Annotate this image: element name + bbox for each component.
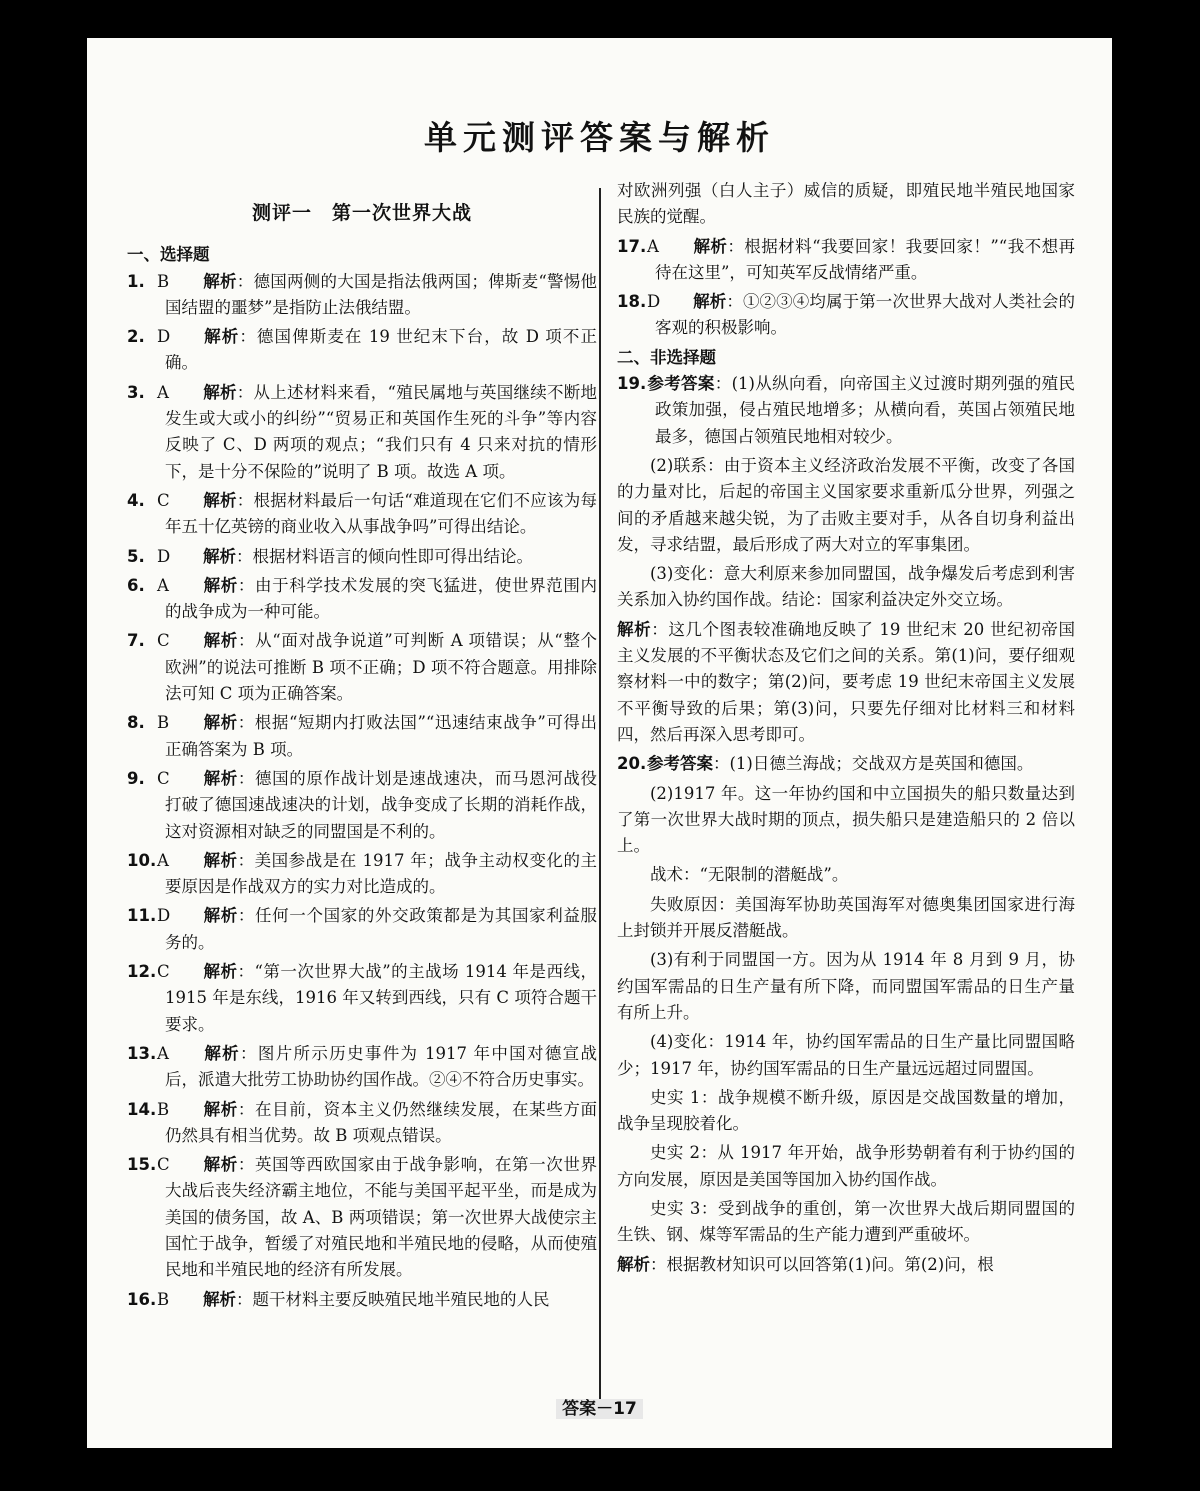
answer-page (87, 38, 1112, 1448)
answer-item: 12.C 解析：“第一次世界大战”的主战场 1914 年是西线，1915 年是东线，1916 年又转到西线，只有 C 项符合题干要求。 (127, 959, 597, 1038)
question-number: 9. (127, 768, 145, 788)
page-title: 单元测评答案与解析 (424, 118, 775, 157)
answer-choice: C (157, 768, 170, 788)
answer-choice: D (157, 327, 171, 347)
q19-part2: (2)联系：由于资本主义经济政治发展不平衡，改变了各国的力量对比，后起的帝国主义国家要求重新瓜分世界，列强之间的矛盾越来越尖锐，为了击败主要对手，从各自切身利益出发，寻求结盟，最后形成了两大对立的军事集团。 (617, 455, 1075, 554)
answer-item: 16.B 解析：题干材料主要反映殖民地半殖民地的人民 (127, 1287, 597, 1313)
q19-part1: (1)从纵向看，向帝国主义过渡时期列强的殖民政策加强，侵占殖民地增多；从横向看，英国占领殖民地最多，德国占领殖民地相对较少。 (655, 374, 1076, 446)
analysis-label: 解析 (693, 236, 728, 256)
q20-paragraph: (3)有利于同盟国一方。因为从 1914 年 8 月到 9 月，协约国军需品的日生产量有所下降，而同盟国军需品的日生产量有所上升。 (617, 950, 1075, 1022)
question-number: 4. (127, 490, 145, 510)
question-number: 5. (127, 546, 145, 566)
q19-analysis-text: 这几个图表较准确地反映了 19 世纪末 20 世纪初帝国主义发展的不平衡状态及它们之间的关系。第(1)问，要仔细观察材料一中的数字；第(2)问，要考虑 19 世纪末帝国主义发展不平衡导致的后果；第(3)问，只要先仔细对比材料三和材料四，然后再深入思考即可。 (617, 619, 1076, 744)
q16-continuation: 对欧洲列强（白人主子）威信的质疑，即殖民地半殖民地国家民族的觉醒。 (617, 181, 1075, 227)
q20-paragraph: (4)变化：1914 年，协约国军需品的日生产量比同盟国略少；1917 年，协约国军需品的日生产量远远超过同盟国。 (617, 1032, 1075, 1078)
question-number: 16. (127, 1289, 157, 1309)
analysis-text: 根据材料语言的倾向性即可得出结论。 (252, 546, 533, 566)
answer-item: 13.A 解析：图片所示历史事件为 1917 年中国对德宣战后，派遣大批劳工协助协约国作战。②④不符合历史事实。 (127, 1041, 597, 1094)
page-number (87, 1394, 1112, 1419)
answer-choice: A (157, 382, 169, 402)
question-number: 20. (617, 754, 647, 774)
analysis-label: 解析 (203, 713, 238, 733)
q20-part1: (1)日德兰海战；交战双方是英国和德国。 (729, 754, 1034, 774)
analysis-text: 美国参战是在 1917 年；战争主动权变化的主要原因是作战双方的实力对比造成的。 (165, 850, 598, 897)
answer-item: 11.D 解析：任何一个国家的外交政策都是为其国家利益服务的。 (127, 903, 597, 956)
analysis-text: 根据“短期内打败法国”“迅速结束战争”可得出正确答案为 B 项。 (165, 713, 597, 759)
q20-answer: 20.参考答案：(1)日德兰海战；交战双方是英国和德国。 (617, 751, 1075, 777)
answer-choice: A (157, 1043, 169, 1063)
answer-item: 15.C 解析：英国等西欧国家由于战争影响，在第一次世界大战后丧失经济霸主地位，不能与美国平起平坐，而是成为美国的债务国，故 A、B 两项错误；第一次世界大战使宗主国忙于战争，暂缓了对殖民地和半殖民地的侵略，从而使殖民地和半殖民地的经济有所发展。 (127, 1152, 597, 1283)
answer-item: 4. C 解析：根据材料最后一句话“难道现在它们不应该为每年五十亿英镑的商业收入从事战争吗”可得出结论。 (127, 488, 597, 541)
answer-item: 8. B 解析：根据“短期内打败法国”“迅速结束战争”可得出正确答案为 B 项。 (127, 710, 597, 763)
question-number: 17. (617, 236, 647, 256)
answer-item: 17.A 解析：根据材料“我要回家！我要回家！”“我不想再待在这里”，可知英军反战情绪严重。 (617, 234, 1075, 287)
analysis-label: 解析 (203, 850, 238, 870)
analysis-label: 解析 (203, 1099, 238, 1119)
answer-item: 1. B 解析：德国两侧的大国是指法俄两国；俾斯麦“警惕他国结盟的噩梦”是指防止法俄结盟。 (127, 269, 597, 322)
question-number: 2. (127, 327, 145, 347)
answer-choice: D (157, 906, 171, 926)
reference-label: 参考答案 (647, 374, 715, 394)
question-number: 11. (127, 906, 157, 926)
analysis-label: 解析 (203, 490, 237, 510)
question-number: 6. (127, 575, 145, 595)
analysis-label: 解析 (203, 1043, 241, 1063)
answer-item: 14.B 解析：在目前，资本主义仍然继续发展，在某些方面仍然具有相当优势。故 B 项观点错误。 (127, 1097, 597, 1150)
analysis-label: 解析 (203, 546, 236, 566)
q20-analysis: 解析：根据教材知识可以回答第(1)问。第(2)问，根 (617, 1254, 994, 1274)
answer-choice: C (157, 490, 170, 510)
question-number: 8. (127, 713, 145, 733)
answer-choice: C (157, 631, 170, 651)
question-number: 14. (127, 1099, 157, 1119)
choice-heading: 一、选择题 (127, 245, 210, 265)
answer-choice: C (157, 1155, 170, 1175)
answer-item: 7. C 解析：从“面对战争说道”可判断 A 项错误；从“整个欧洲”的说法可推断 B 项不正确；D 项不符合题意。用排除法可知 C 项为正确答案。 (127, 628, 597, 707)
analysis-label: 解析 (203, 1155, 238, 1175)
analysis-text: 德国俾斯麦在 19 世纪末下台，故 D 项不正确。 (165, 327, 598, 373)
analysis-label: 解析 (203, 271, 237, 291)
question-number: 19. (617, 374, 647, 394)
analysis-label: 解析 (693, 292, 727, 312)
analysis-text: 从“面对战争说道”可判断 A 项错误；从“整个欧洲”的说法可推断 B 项不正确；D 项不符合题意。用排除法可知 C 项为正确答案。 (165, 631, 598, 704)
answer-item: 3. A 解析：从上述材料来看，“殖民属地与英国继续不断地发生或大或小的纠纷”“贸易正和英国作生死的斗争”等内容反映了 C、D 两项的观点；“我们只有 4 只来对抗的情形下，是十分不保险的”说明了 B 项。故选 A 项。 (127, 380, 597, 485)
q19-part3: (3)变化：意大利原来参加同盟国，战争爆发后考虑到利害关系加入协约国作战。结论：国家利益决定外交立场。 (617, 564, 1075, 610)
right-column (617, 178, 1075, 1281)
analysis-text: 图片所示历史事件为 1917 年中国对德宣战后，派遣大批劳工协助协约国作战。②④不符合历史事实。 (165, 1043, 598, 1090)
answer-choice: C (157, 962, 170, 982)
analysis-text: 德国的原作战计划是速战速决，而马恩河战役打破了德国速战速决的计划，战争变成了长期的消耗作战，这对资源相对缺乏的同盟国是不利的。 (165, 768, 598, 841)
analysis-text: 任何一个国家的外交政策都是为其国家利益服务的。 (165, 906, 598, 952)
reference-label: 参考答案 (647, 754, 713, 774)
choice-answer-list-cont (617, 234, 1075, 342)
analysis-label: 解析 (203, 327, 240, 347)
q20-analysis-text: 根据教材知识可以回答第(1)问。第(2)问，根 (666, 1254, 994, 1274)
question-number: 1. (127, 271, 145, 291)
answer-choice: D (647, 292, 661, 312)
analysis-text: 德国两侧的大国是指法俄两国；俾斯麦“警惕他国结盟的噩梦”是指防止法俄结盟。 (165, 271, 598, 317)
analysis-label: 解析 (203, 575, 238, 595)
question-number: 18. (617, 292, 647, 312)
analysis-text: 根据材料“我要回家！我要回家！”“我不想再待在这里”，可知英军反战情绪严重。 (655, 236, 1076, 282)
question-number: 13. (127, 1043, 157, 1063)
analysis-label: 解析 (203, 1289, 236, 1309)
analysis-label: 解析 (617, 619, 652, 639)
answer-item: 9. C 解析：德国的原作战计划是速战速决，而马恩河战役打破了德国速战速决的计划，战争变成了长期的消耗作战，这对资源相对缺乏的同盟国是不利的。 (127, 766, 597, 845)
analysis-text: 根据材料最后一句话“难道现在它们不应该为每年五十亿英镑的商业收入从事战争吗”可得出结论。 (165, 490, 598, 537)
answer-item: 2. D 解析：德国俾斯麦在 19 世纪末下台，故 D 项不正确。 (127, 324, 597, 377)
answer-item: 5. D 解析：根据材料语言的倾向性即可得出结论。 (127, 544, 597, 570)
analysis-label: 解析 (203, 382, 237, 402)
analysis-label: 解析 (203, 631, 238, 651)
answer-choice: B (157, 271, 170, 291)
q19-answer: 19.参考答案：(1)从纵向看，向帝国主义过渡时期列强的殖民政策加强，侵占殖民地增多；从横向看，英国占领殖民地最多，德国占领殖民地相对较少。 (617, 371, 1075, 450)
q20-paragraph: (2)1917 年。这一年协约国和中立国损失的船只数量达到了第一次世界大战时期的顶点，损失船只是建造船只的 2 倍以上。 (617, 783, 1075, 856)
left-column (127, 178, 597, 1316)
analysis-text: “第一次世界大战”的主战场 1914 年是西线，1915 年是东线，1916 年又转到西线，只有 C 项符合题干要求。 (165, 962, 597, 1034)
analysis-label: 解析 (617, 1254, 650, 1274)
answer-choice: A (157, 850, 169, 870)
answer-item: 10.A 解析：美国参战是在 1917 年；战争主动权变化的主要原因是作战双方的实力对比造成的。 (127, 848, 597, 901)
q20-paragraph: 战术：“无限制的潜艇战”。 (650, 865, 849, 885)
page-number-text: 答案－17 (556, 1399, 643, 1419)
q20-paragraph: 史实 1：战争规模不断升级，原因是交战国数量的增加，战争呈现胶着化。 (617, 1087, 1075, 1134)
analysis-text: 由于科学技术发展的突飞猛进，使世界范围内的战争成为一种可能。 (165, 575, 598, 622)
q20-paragraph: 失败原因：美国海军协助英国海军对德奥集团国家进行海上封锁并开展反潜艇战。 (617, 894, 1075, 941)
answer-choice: B (157, 1289, 170, 1309)
answer-choice: A (157, 575, 169, 595)
analysis-text: 在目前，资本主义仍然继续发展，在某些方面仍然具有相当优势。故 B 项观点错误。 (165, 1099, 598, 1145)
analysis-text: 从上述材料来看，“殖民属地与英国继续不断地发生或大或小的纠纷”“贸易正和英国作生死的斗争”等内容反映了 C、D 两项的观点；“我们只有 4 只来对抗的情形下，是十分不保险的”说明了 B 项。故选 A 项。 (165, 382, 598, 481)
section-title: 测评一 第一次世界大战 (251, 202, 472, 224)
question-number: 7. (127, 631, 145, 651)
answer-choice: A (647, 236, 659, 256)
answer-item: 18.D 解析：①②③④均属于第一次世界大战对人类社会的客观的积极影响。 (617, 289, 1075, 342)
question-number: 3. (127, 382, 145, 402)
answer-choice: B (157, 713, 170, 733)
analysis-text: ①②③④均属于第一次世界大战对人类社会的客观的积极影响。 (655, 292, 1076, 338)
question-number: 10. (127, 850, 157, 870)
q20-paragraph: 史实 3：受到战争的重创，第一次世界大战后期同盟国的生铁、钢、煤等军需品的生产能力遭到严重破坏。 (617, 1198, 1075, 1245)
answer-item: 6. A 解析：由于科学技术发展的突飞猛进，使世界范围内的战争成为一种可能。 (127, 573, 597, 626)
q19-analysis: 解析：这几个图表较准确地反映了 19 世纪末 20 世纪初帝国主义发展的不平衡状态及它们之间的关系。第(1)问，要仔细观察材料一中的数字；第(2)问，要考虑 19 世纪末帝国主义发展不平衡导致的后果；第(3)问，只要先仔细对比材料三和材料四，然后再深入思考即可。 (617, 619, 1076, 744)
choice-answer-list (127, 269, 597, 1313)
q20-paragraphs (617, 781, 1075, 1249)
answer-choice: B (157, 1099, 170, 1119)
nonchoice-heading: 二、非选择题 (617, 347, 716, 367)
analysis-text: 题干材料主要反映殖民地半殖民地的人民 (252, 1289, 550, 1309)
answer-choice: D (157, 546, 171, 566)
column-divider (599, 188, 601, 1408)
analysis-label: 解析 (203, 768, 238, 788)
question-number: 15. (127, 1155, 157, 1175)
analysis-text: 英国等西欧国家由于战争影响，在第一次世界大战后丧失经济霸主地位，不能与美国平起平坐，而是成为美国的债务国，故 A、B 两项错误；第一次世界大战使宗主国忙于战争，暂缓了对殖民地和半殖民地的侵略，从而使殖民地和半殖民地的经济有所发展。 (165, 1155, 598, 1280)
question-number: 12. (127, 962, 157, 982)
analysis-label: 解析 (203, 906, 238, 926)
analysis-label: 解析 (203, 962, 238, 982)
q20-paragraph: 史实 2：从 1917 年开始，战争形势朝着有利于协约国的方向发展，原因是美国等国加入协约国作战。 (617, 1143, 1075, 1189)
